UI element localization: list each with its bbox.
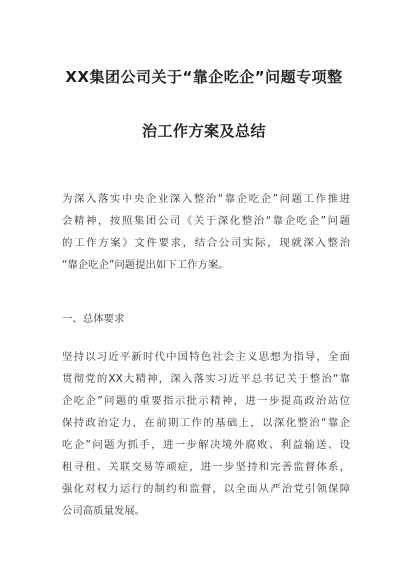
requirements-line: 公司高质量发展。 [62,505,146,517]
requirements-line: 强化对权力运行的制约和监督，以全面从严治党引领保障 [62,483,350,495]
requirements-line: 企吃企”问题的重要指示批示精神，进一步提高政治站位 [62,395,350,407]
intro-line: 为深入落实中央企业深入整治“靠企吃企”问题工作推进 [62,193,350,205]
requirements-line: 贯彻党的XX大精神，深入落实习近平总书记关于整治“靠 [62,373,350,385]
document-title-line-1: XX集团公司关于“靠企吃企”问题专项整 [65,68,343,86]
document-title-line-2: 治工作方案及总结 [141,122,266,140]
requirements-line: 坚持以习近平新时代中国特色社会主义思想为指导，全面 [62,351,350,363]
requirements-line: 保持政治定力，在前期工作的基础上，以深化整治“靠企 [62,417,350,429]
intro-paragraph [62,188,350,276]
requirements-paragraph [62,346,350,522]
requirements-line: 租寻租、关联交易等顽症，进一步坚持和完善监督体系， [62,461,350,473]
intro-line: “靠企吃企”问题提出如下工作方案。 [62,259,229,271]
intro-line: 会精神，按照集团公司《关于深化整治“靠企吃企”问题 [62,215,350,227]
intro-line: 的工作方案》文件要求，结合公司实际，现就深入整治 [62,237,350,249]
requirements-line: 吃企”问题为抓手，进一步解决境外腐败、利益输送、设 [62,439,350,451]
section-heading-general-requirements: 一、总体要求 [62,313,125,325]
